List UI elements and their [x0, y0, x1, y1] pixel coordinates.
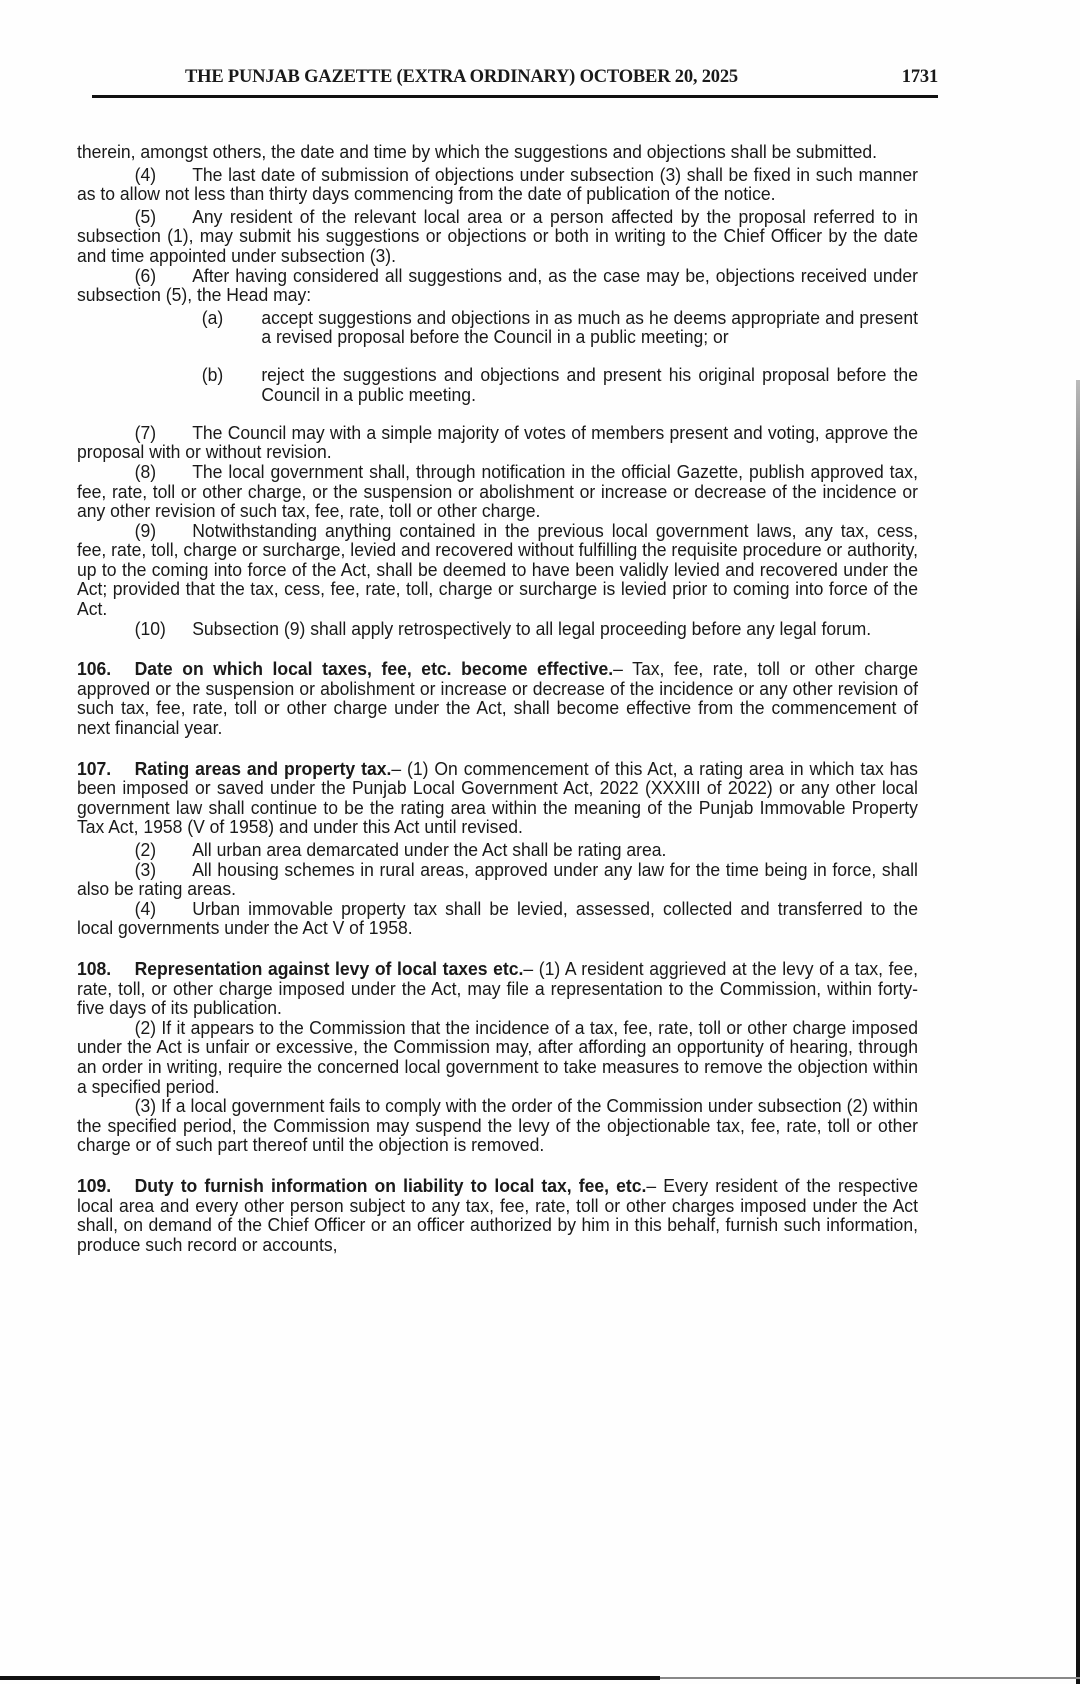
continuation-paragraph: therein, amongst others, the date and time by which the suggestions and objections shall be submitted.: [77, 141, 877, 162]
subsection-text: The Council may with a simple majority of votes of members present and voting, approve the proposal with or without revision.: [77, 421, 918, 463]
footer-rule: [0, 1676, 660, 1680]
subsection-text: All urban area demarcated under the Act shall be rating area.: [192, 839, 667, 860]
clause-text: reject the suggestions and objections and present his original proposal before the Council in a public meeting.: [261, 364, 918, 405]
subsection-text: All housing schemes in rural areas, approved under any law for the time being in force, shall also be rating areas.: [77, 858, 918, 900]
section-number: 107.: [77, 757, 112, 779]
section-number: 109.: [77, 1174, 112, 1196]
section-text: (1) A resident aggrieved at the levy of a tax, fee, rate, toll, or other charge imposed under the Act, may file a representation to the Commission, within forty-five days of its publication.: [77, 957, 918, 1019]
section-108-subsection-3: (3) If a local government fails to comply with the order of the Commission under subsection (2) within the specified period, the Commission may suspend the levy of the objectionable tax, fee, rate, toll or other charge or of such part thereof until the objection is removed.: [77, 1095, 918, 1156]
section-dash: –: [391, 757, 408, 779]
section-heading: Rating areas and property tax.: [134, 757, 392, 779]
subsection-4: [77, 165, 918, 204]
section-number: 106.: [77, 658, 112, 680]
subsection-text: Notwithstanding anything contained in the previous local government laws, any tax, cess, fee, rate, toll, charge or surcharge, levied and recovered without fulfilling the requisite procedure or authority, up to the coming into force of the Act, shall be deemed to have been validly levied and recovered under the Act; provided that the tax, cess, fee, rate, toll, charge or surcharge is levied prior to coming into force of the Act.: [77, 519, 918, 620]
subsection-number: (2): [134, 839, 157, 860]
subsection-number: (4): [134, 897, 157, 919]
header-rule: [92, 95, 938, 98]
section-number: 108.: [77, 957, 112, 979]
gazette-title: THE PUNJAB GAZETTE (EXTRA ORDINARY) OCTOBER 20, 2025: [185, 67, 738, 87]
subsection-7: [77, 423, 918, 462]
section-107: [77, 759, 918, 837]
page-number: 1731: [901, 67, 938, 87]
subsection-5: [77, 207, 918, 266]
subsection-text: The last date of submission of objections under subsection (3) shall be fixed in such manner as to allow not less than thirty days commencing from the date of publication of the notice.: [77, 163, 918, 205]
subsection-number: (8): [134, 460, 157, 482]
section-dash: –: [523, 957, 539, 979]
clause-b: [202, 365, 918, 404]
footer-rule-faint: [660, 1677, 1080, 1679]
section-text: (1) On commencement of this Act, a rating area in which tax has been imposed or saved under the Punjab Local Government Act, 2022 (XXXIII of 2022) or any other local government law shall continue to be the rating area within the meaning of the Punjab Immovable Property Tax Act, 1958 (V of 1958) and under this Act until revised.: [77, 757, 918, 838]
subsection-number: (4): [134, 163, 157, 185]
subsection-text: Urban immovable property tax shall be levied, assessed, collected and transferred to the local governments under the Act V of 1958.: [77, 897, 918, 939]
subsection-10: [77, 619, 918, 639]
clause-a: [202, 308, 918, 347]
scan-edge-shadow: [1076, 380, 1080, 1684]
document-body: [77, 142, 918, 1254]
section-heading: Representation against levy of local taxes etc.: [134, 957, 524, 979]
subsection-9: [77, 521, 918, 619]
section-text: Tax, fee, rate, toll or other charge approved or the suspension or abolishment or increase or decrease of the incidence or any other revision of such tax, fee, rate, toll or other charge under the Act, shall become effective from the commencement of next financial year.: [77, 658, 918, 739]
subsection-text: The local government shall, through notification in the official Gazette, publish approved tax, fee, rate, toll or other charge, or the suspension or abolishment or increase or decrease of the incidence or any other revision of such tax, fee, rate, toll or other charge.: [77, 460, 918, 522]
subsection-text: Any resident of the relevant local area or a person affected by the proposal referred to in subsection (1), may submit his suggestions or objections or both in writing to the Chief Officer by the date and time appointed under subsection (3).: [77, 205, 918, 266]
section-107-subsection-4: [77, 899, 918, 938]
subsection-6: [77, 266, 918, 305]
section-108-subsection-2: (2) If it appears to the Commission that the incidence of a tax, fee, rate, toll or other charge imposed under the Act is unfair or excessive, the Commission may, after affording an opportunity of hearing, through an order in writing, require the concerned local government to take measures to remove the objection within a specified period.: [77, 1016, 918, 1097]
section-107-subsection-2: [77, 840, 918, 860]
subsection-number: (5): [134, 205, 157, 227]
subsection-number: (7): [134, 421, 157, 443]
page-header: [90, 64, 938, 96]
section-dash: –: [646, 1174, 664, 1196]
section-heading: Date on which local taxes, fee, etc. become effective.: [134, 658, 614, 680]
subsection-8: [77, 462, 918, 521]
subsection-number: (9): [134, 519, 157, 541]
subsection-number: (3): [134, 858, 157, 880]
section-107-subsection-3: [77, 860, 918, 899]
section-dash: –: [613, 658, 633, 680]
section-text: Every resident of the respective local area and every other person subject to any tax, fee, rate, toll or other charges imposed under the Act shall, on demand of the Chief Officer or an officer authorized by him in this behalf, furnish such information, produce such record or accounts,: [77, 1174, 918, 1255]
subsection-number: (6): [134, 264, 157, 286]
subsection-number: (10): [134, 617, 166, 639]
subsection-text: After having considered all suggestions and, as the case may be, objections received under subsection (5), the Head may:: [77, 264, 918, 306]
section-109: [77, 1176, 918, 1254]
subsection-text: Subsection (9) shall apply retrospectively to all legal proceeding before any legal forum.: [192, 617, 872, 639]
clause-number: (b): [201, 364, 224, 386]
clause-number: (a): [201, 306, 224, 328]
clause-text: accept suggestions and objections in as much as he deems appropriate and present a revised proposal before the Council in a public meeting; or: [261, 306, 918, 348]
section-108: [77, 959, 918, 1018]
section-106: [77, 659, 918, 737]
section-heading: Duty to furnish information on liability to local tax, fee, etc.: [134, 1174, 647, 1196]
